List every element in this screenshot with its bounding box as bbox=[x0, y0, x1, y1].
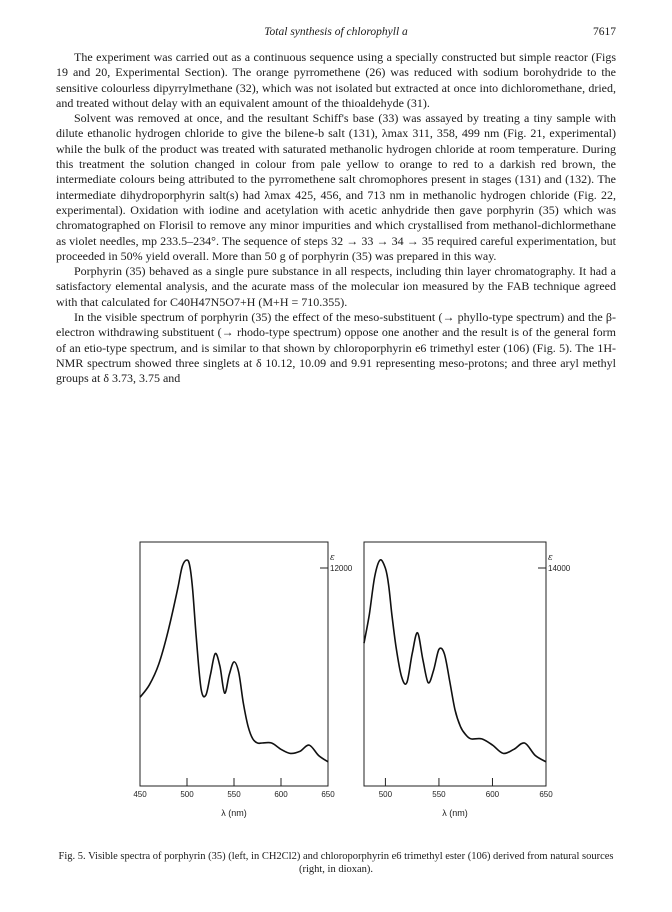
y-axis-label: ε bbox=[330, 553, 335, 563]
x-axis-label: λ (nm) bbox=[442, 808, 468, 818]
x-tick-label: 550 bbox=[227, 790, 241, 799]
chart-frame bbox=[364, 542, 546, 786]
page-header bbox=[0, 26, 672, 42]
y-axis-label: ε bbox=[548, 553, 553, 563]
paragraph: The experiment was carried out as a continuous sequence using a specially constructed but simple reactor (Figs 19 and 20, Experimental Section). The orange pyrromethene (26) was reduced with sodium borohydride to the sensitive colourless dipyrrylmethane (32), which was not isolated but extracted at once into dichloromethane, dried, and treated without delay with an equivalent amount of the thioaldehyde (31). bbox=[56, 50, 616, 110]
paragraph: Porphyrin (35) behaved as a single pure substance in all respects, including thin layer chromatography. It had a satisfactory elemental analysis, and the acurate mass of the molecular ion measured by the FAB technique agreed with that calculated for C40H47N5O7+H (M+H = 710.355). bbox=[56, 264, 616, 309]
spectrum-line bbox=[140, 560, 328, 762]
body-text bbox=[56, 50, 616, 387]
x-axis-label: λ (nm) bbox=[221, 808, 247, 818]
figure-caption: Fig. 5. Visible spectra of porphyrin (35) (left, in CH2Cl2) and chloroporphyrin e6 trimethyl ester (106) derived from natural sources (right, in dioxan). bbox=[58, 851, 614, 875]
x-tick-label: 500 bbox=[180, 790, 194, 799]
y-marker-label: 14000 bbox=[548, 564, 571, 573]
page-number: 7617 bbox=[593, 26, 616, 38]
spectra-chart-svg bbox=[88, 536, 588, 846]
paragraph: Solvent was removed at once, and the resultant Schiff's base (33) was assayed by treating a tiny sample with dilute ethanolic hydrogen chloride to give the bilene-b salt (131), λmax 311, 358, 499 nm (Fig. 21, experimental) while the bulk of the product was treated with saturated methanolic hydrogen chloride at room temperature. During this treatment the solution changed in colour from pale yellow to orange to red to a darkish red brown, the intermediate colours being attributed to the pyrromethene salt chromophores present in stages (131) and (132). The intermediate dihydroporphyrin salt(s) had λmax 425, 456, and 713 nm in methanolic hydrogen chloride (Fig. 22, experimental). Oxidation with iodine and acetylation with acetic anhydride then gave porphyrin (35) which was chromatographed on Florisil to remove any minor impurities and which crystallised from methanol-dichlormethane as violet needles, mp 233.5–234°. The sequence of steps 32 → 33 → 34 → 35 required careful experimentation, but proceeded in 50% yield overall. More than 50 g of porphyrin (35) was prepared in this way. bbox=[56, 111, 616, 263]
running-title: Total synthesis of chlorophyll a bbox=[264, 26, 408, 38]
x-tick-label: 600 bbox=[485, 790, 500, 799]
spectrum-line bbox=[364, 560, 546, 762]
x-tick-label: 550 bbox=[432, 790, 446, 799]
paragraph: In the visible spectrum of porphyrin (35) the effect of the meso-substituent (→ phyllo-type spectrum) and the β-electron withdrawing substituent (→ rhodo-type spectrum) oppose one another and the result is of the general form of an etio-type spectrum, and is similar to that shown by chloroporphyrin e6 trimethyl ester (106) (Fig. 5). The 1H-NMR spectrum showed three singlets at δ 10.12, 10.09 and 9.91 representing meso-protons; and three aryl methyl groups at δ 3.73, 3.75 and bbox=[56, 310, 616, 386]
x-tick-label: 600 bbox=[274, 790, 288, 799]
x-tick-label: 650 bbox=[321, 790, 335, 799]
spectra-figure bbox=[88, 536, 588, 846]
x-tick-label: 500 bbox=[378, 790, 393, 799]
chart-frame bbox=[140, 542, 328, 786]
y-marker-label: 12000 bbox=[330, 564, 353, 573]
x-tick-label: 650 bbox=[539, 790, 553, 799]
x-tick-label: 450 bbox=[133, 790, 147, 799]
